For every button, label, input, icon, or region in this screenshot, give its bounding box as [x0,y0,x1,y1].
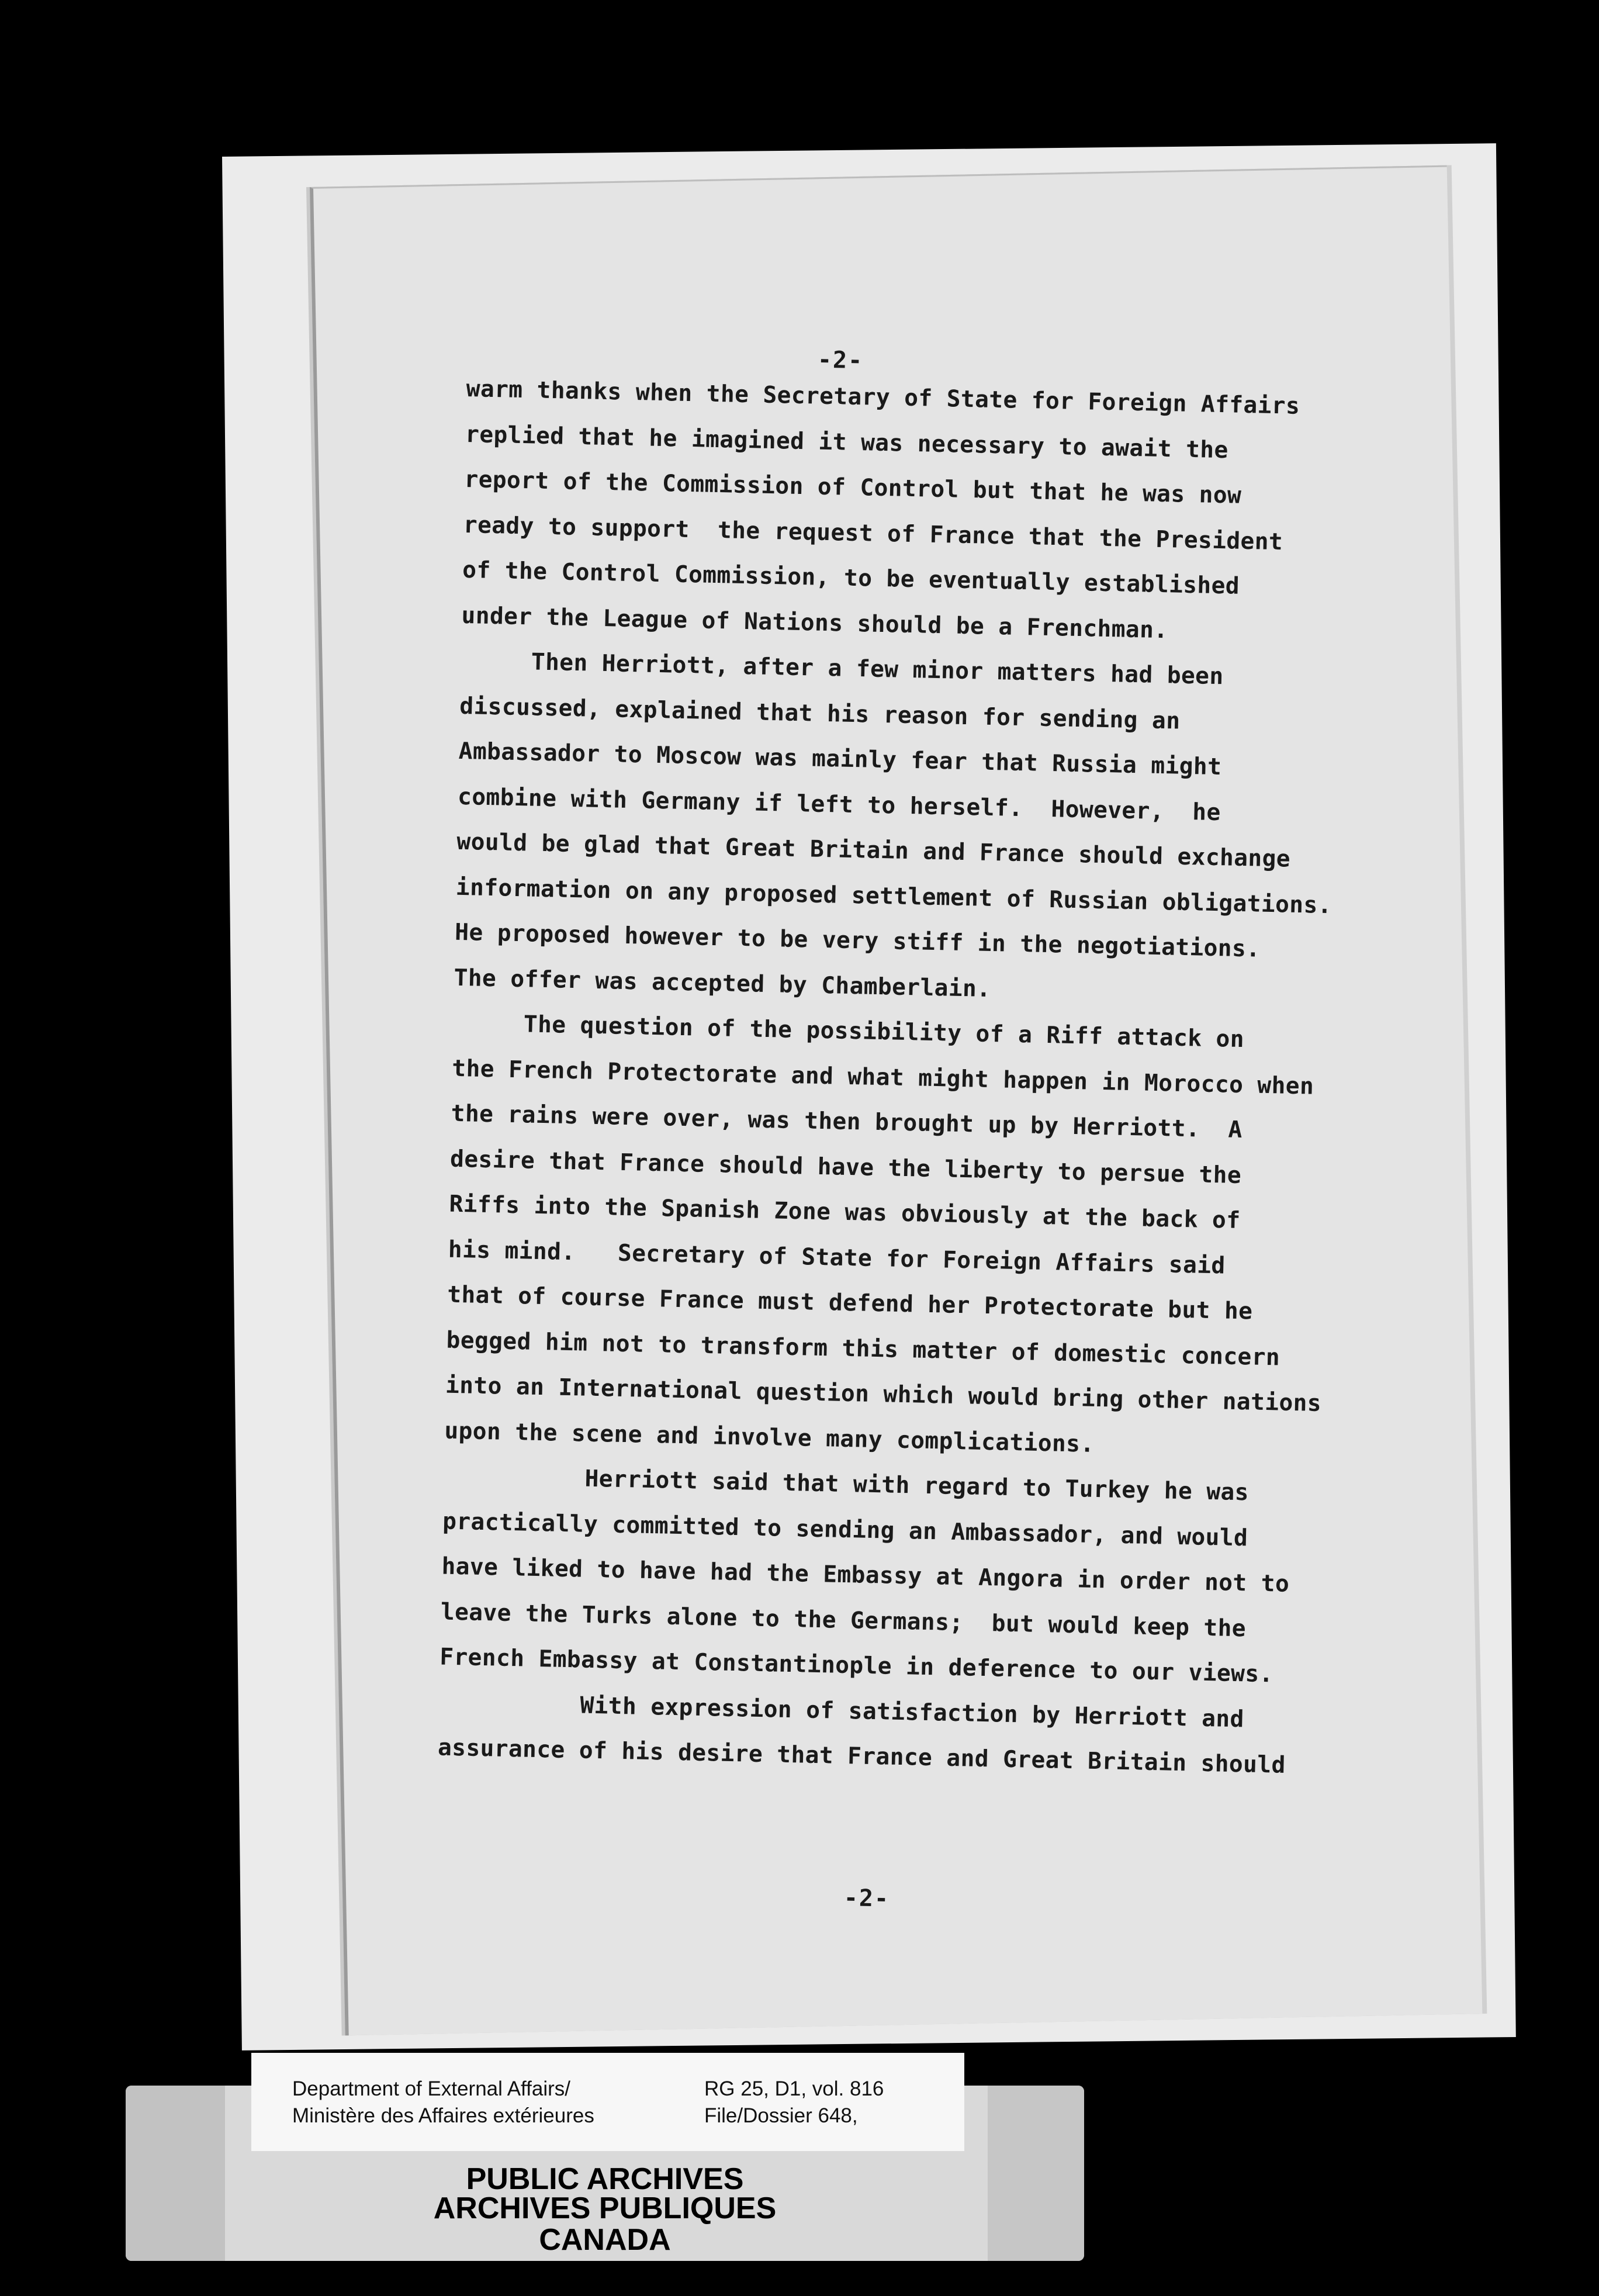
archive-stamp-line-3: CANADA [539,2223,671,2257]
archive-stamp-line-1: PUBLIC ARCHIVES [466,2162,744,2196]
archive-reference-card [251,2053,964,2151]
typed-line: the rains were over, was then brought up by Herriott. A [451,1099,1243,1144]
typed-line: under the League of Nations should be a Frenchman. [461,601,1168,644]
typed-line: have liked to have had the Embassy at Angora in order not to [441,1552,1290,1597]
typed-line: discussed, explained that his reason for sending an [459,692,1181,735]
typed-line: The offer was accepted by Chamberlain. [454,964,991,1002]
typed-line: would be glad that Great Britain and France should exchange [456,828,1291,873]
page-number-top: -2- [817,346,864,375]
typed-line: Herriott said that with regard to Turkey he was [443,1462,1250,1506]
typed-line: that of course France must defend her Protectorate but he [447,1281,1253,1325]
typed-line: upon the scene and involve many complications. [444,1417,1095,1458]
typed-line: his mind. Secretary of State for Foreign Affairs said [448,1236,1226,1280]
typed-line: Riffs into the Spanish Zone was obviously at the back of [449,1190,1241,1235]
typed-line: He proposed however to be very stiff in the negotiations. [454,918,1261,963]
typed-line: replied that he imagined it was necessary to await the [465,420,1229,464]
archive-stamp-line-2: ARCHIVES PUBLIQUES [433,2191,777,2225]
typed-line: practically committed to sending an Ambassador, and would [442,1507,1248,1551]
department-french: Ministère des Affaires extérieures [292,2104,594,2127]
typed-line: report of the Commission of Control but that he was now [464,465,1242,509]
typed-line: begged him not to transform this matter of domestic concern [446,1326,1280,1371]
typed-line: desire that France should have the liberty to persue the [449,1145,1242,1189]
typed-line: the French Protectorate and what might happen in Morocco when [451,1054,1314,1100]
typed-line: information on any proposed settlement of Russian obligations. [455,873,1332,919]
department-english: Department of External Affairs/ [292,2077,570,2100]
page-number-bottom: -2- [843,1884,890,1913]
typed-line: Then Herriott, after a few minor matters had been [460,646,1224,690]
typed-line: Ambassador to Moscow was mainly fear that Russia might [458,737,1222,781]
typed-line: leave the Turks alone to the Germans; but would keep the [440,1598,1247,1642]
typed-line: into an International question which would bring other nations [445,1371,1322,1417]
typed-line: combine with Germany if left to herself. However, he [457,783,1221,826]
typed-line: of the Control Commission, to be eventually established [462,556,1240,600]
typed-line: The question of the possibility of a Riff attack on [452,1009,1245,1053]
record-group-reference: RG 25, D1, vol. 816 [704,2077,884,2100]
typed-line: assurance of his desire that France and Great Britain should [437,1734,1286,1779]
typed-line: ready to support the request of France that the President [463,511,1283,555]
typed-line: With expression of satisfaction by Herriott and [438,1688,1245,1733]
file-reference: File/Dossier 648, [704,2104,858,2127]
typed-line: French Embassy at Constantinople in deference to our views. [439,1643,1274,1688]
typed-line: warm thanks when the Secretary of State for Foreign Affairs [466,375,1300,420]
